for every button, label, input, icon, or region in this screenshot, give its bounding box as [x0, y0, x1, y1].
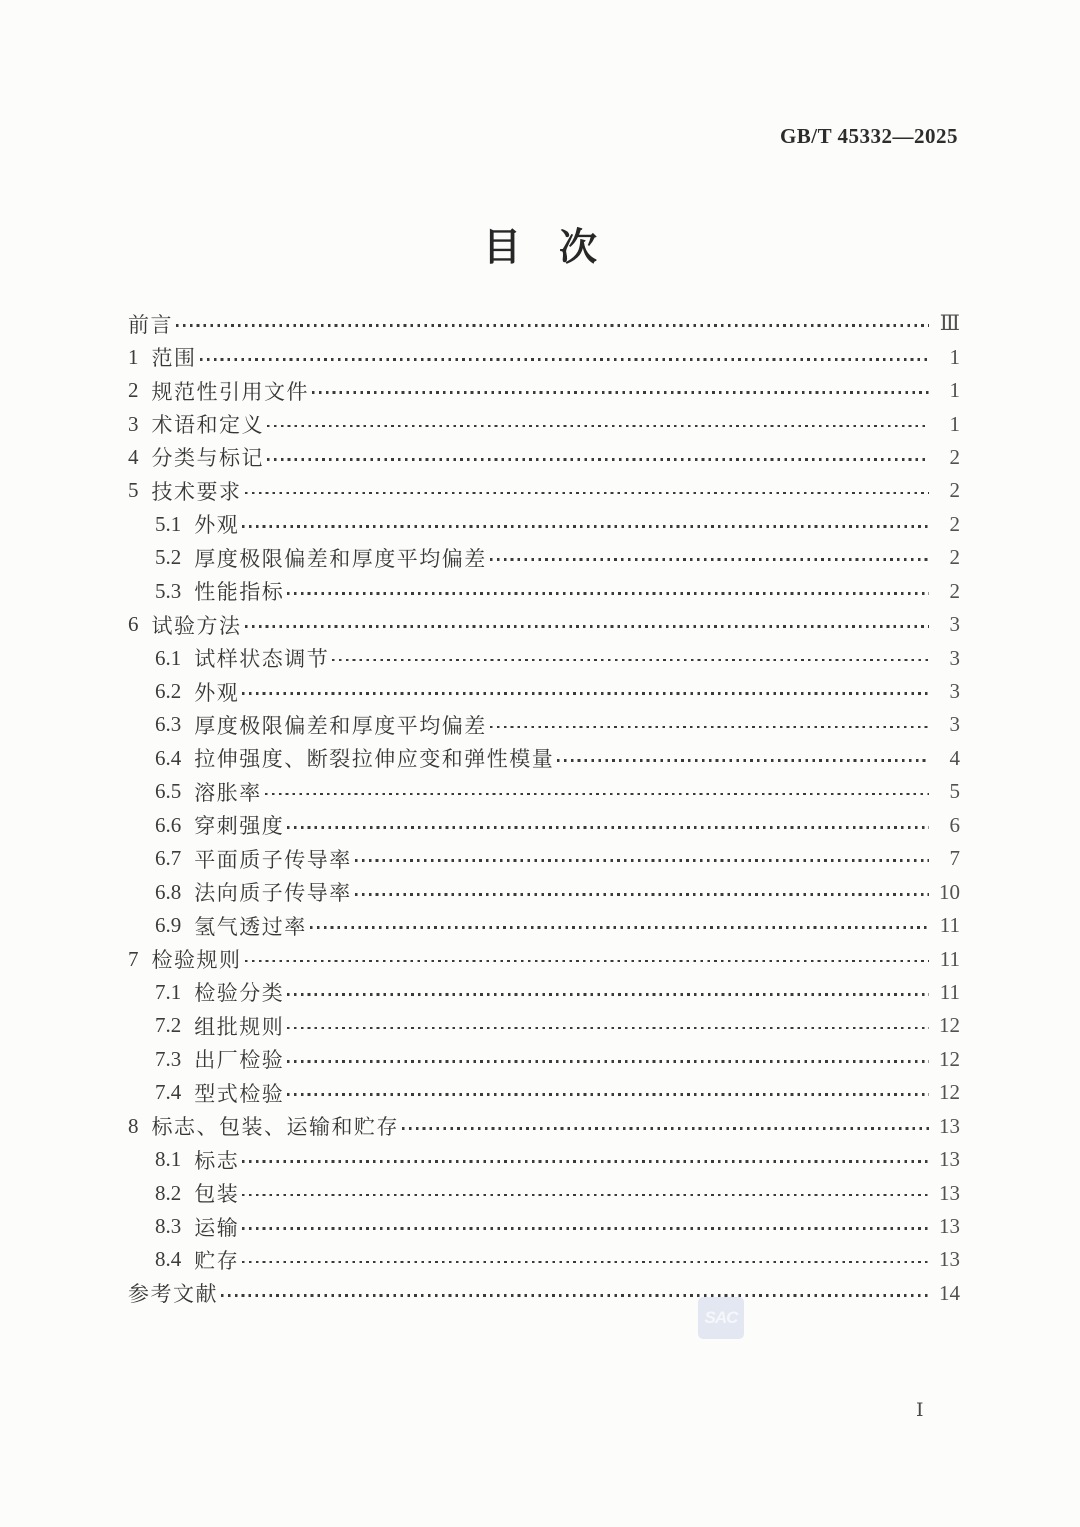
toc-entry [128, 474, 960, 507]
toc-entry-page: 13 [939, 1180, 960, 1205]
toc-entry-page: 2 [949, 578, 960, 603]
toc-entry-page: 11 [939, 979, 960, 1004]
toc-dot-leader [332, 659, 929, 662]
toc-entry [128, 976, 960, 1009]
toc-entry-label: 术语和定义 [151, 413, 264, 438]
toc-entry-number: 6.5 [155, 779, 182, 804]
toc-dot-leader [242, 1194, 929, 1197]
toc-entry-page: 13 [939, 1247, 960, 1272]
toc-entry [128, 742, 960, 775]
toc-entry-label: 出厂检验 [194, 1048, 285, 1073]
toc-dot-leader [490, 726, 929, 729]
toc-entry-label: 外观 [194, 513, 240, 538]
toc-dot-leader [355, 893, 929, 896]
toc-entry [128, 407, 960, 440]
toc-entry-number: 6.6 [155, 812, 182, 837]
toc-entry-number: 8 [128, 1113, 139, 1138]
toc-entry [128, 1176, 960, 1209]
toc-entry-number: 6 [128, 612, 139, 637]
toc-entry-number: 8.4 [155, 1247, 182, 1272]
toc-entry-label: 氢气透过率 [194, 914, 307, 939]
toc-entry-page: 5 [949, 779, 960, 804]
toc-entry-number: 7.3 [155, 1046, 182, 1071]
toc-entry [128, 1243, 960, 1276]
toc-entry-page: 3 [949, 612, 960, 637]
toc-entry-number: 7 [128, 946, 139, 971]
toc-entry-label: 检验分类 [194, 981, 285, 1006]
toc-dot-leader [200, 358, 930, 361]
toc-entry [128, 675, 960, 708]
toc-entry-label: 穿刺强度 [194, 814, 285, 839]
toc-entry-page: 3 [949, 645, 960, 670]
toc-entry-number: 7.4 [155, 1080, 182, 1105]
toc-entry-label: 规范性引用文件 [151, 379, 309, 404]
toc-dot-leader [242, 1261, 929, 1264]
toc-entry-page: 13 [939, 1214, 960, 1239]
toc-dot-leader [287, 1093, 929, 1096]
toc-entry-page: 13 [939, 1147, 960, 1172]
sac-watermark-logo: SAC [698, 1297, 744, 1339]
toc-entry-page: 12 [939, 1080, 960, 1105]
toc-entry-label: 分类与标记 [151, 446, 264, 471]
toc-entry-page: 14 [939, 1280, 960, 1305]
toc-entry-number: 4 [128, 444, 139, 469]
toc-entry-label: 厚度极限偏差和厚度平均偏差 [194, 713, 487, 738]
toc-entry-label: 试样状态调节 [194, 647, 330, 672]
toc-entry [128, 608, 960, 641]
toc-dot-leader [242, 1160, 929, 1163]
toc-dot-leader [355, 859, 929, 862]
toc-dot-leader [287, 1027, 929, 1030]
toc-entry [128, 708, 960, 741]
toc-entry-label: 标志、包装、运输和贮存 [151, 1115, 399, 1140]
toc-entry-page: 12 [939, 1046, 960, 1071]
toc-entry-page: 12 [939, 1013, 960, 1038]
toc-entry [128, 508, 960, 541]
toc-entry [128, 441, 960, 474]
toc-entry [128, 1043, 960, 1076]
footer-page-number: Ⅰ [916, 1400, 924, 1421]
toc-entry-page: 1 [949, 411, 960, 436]
toc-entry-number: 8.2 [155, 1180, 182, 1205]
toc-dot-leader [265, 793, 929, 796]
toc-entry-page: 7 [949, 846, 960, 871]
toc-dot-leader [242, 1227, 929, 1230]
toc-entry [128, 1009, 960, 1042]
toc-entry-label: 标志 [194, 1148, 240, 1173]
toc-entry [128, 641, 960, 674]
toc-dot-leader [557, 759, 929, 762]
toc-entry-number: 5.1 [155, 511, 182, 536]
toc-dot-leader [267, 425, 929, 428]
toc-dot-leader [287, 1060, 929, 1063]
toc-entry [128, 909, 960, 942]
toc-entry-number: 6.9 [155, 913, 182, 938]
toc-dot-leader [490, 558, 929, 561]
toc-dot-leader [221, 1294, 929, 1297]
toc-dot-leader [267, 458, 929, 461]
toc-dot-leader [245, 492, 930, 495]
toc-dot-leader [402, 1127, 929, 1130]
toc-entry [128, 1143, 960, 1176]
toc-entry [128, 809, 960, 842]
toc-entry [128, 374, 960, 407]
toc-entry [128, 541, 960, 574]
toc-entry-label: 前言 [128, 312, 173, 337]
toc-entry-label: 技术要求 [151, 479, 242, 504]
toc-entry-number: 6.8 [155, 879, 182, 904]
standard-number: GB/T 45332—2025 [779, 124, 958, 148]
toc-entry-number: 6.2 [155, 679, 182, 704]
toc-entry-label: 范围 [151, 346, 197, 371]
toc-entry-number: 5 [128, 478, 139, 503]
page-title: 目 次 [482, 227, 597, 269]
toc-entry-number: 6.7 [155, 846, 182, 871]
toc-entry-number: 5.3 [155, 578, 182, 603]
toc-entry-page: Ⅲ [939, 311, 960, 336]
toc-entry-label: 性能指标 [194, 580, 285, 605]
toc-entry-label: 外观 [194, 680, 240, 705]
toc-list [128, 307, 960, 1310]
toc-entry-page: 13 [939, 1113, 960, 1138]
toc-entry-page: 11 [939, 913, 960, 938]
toc-entry-page: 2 [949, 511, 960, 536]
toc-entry-number: 1 [128, 344, 139, 369]
toc-entry-page: 6 [949, 812, 960, 837]
toc-entry [128, 875, 960, 908]
toc-entry-page: 1 [949, 344, 960, 369]
toc-entry-label: 检验规则 [151, 948, 242, 973]
toc-entry-label: 组批规则 [194, 1014, 285, 1039]
toc-entry [128, 1277, 960, 1310]
toc-entry-number: 5.2 [155, 545, 182, 570]
toc-entry-number: 2 [128, 378, 139, 403]
toc-entry-page: 3 [949, 679, 960, 704]
toc-entry [128, 1076, 960, 1109]
toc-dot-leader [176, 324, 929, 327]
toc-entry [128, 942, 960, 975]
toc-entry-label: 溶胀率 [194, 780, 262, 805]
toc-entry [128, 775, 960, 808]
toc-entry-label: 试验方法 [151, 613, 242, 638]
toc-entry [128, 340, 960, 373]
toc-dot-leader [310, 926, 929, 929]
toc-entry-number: 8.3 [155, 1214, 182, 1239]
toc-dot-leader [287, 993, 929, 996]
toc-dot-leader [245, 960, 930, 963]
toc-entry-number: 3 [128, 411, 139, 436]
toc-entry-label: 型式检验 [194, 1081, 285, 1106]
toc-dot-leader [312, 391, 929, 394]
toc-entry-label: 运输 [194, 1215, 240, 1240]
toc-entry-number: 7.2 [155, 1013, 182, 1038]
toc-dot-leader [242, 692, 929, 695]
toc-entry [128, 575, 960, 608]
toc-entry-label: 法向质子传导率 [194, 881, 352, 906]
toc-entry-label: 贮存 [194, 1248, 240, 1273]
toc-entry-label: 厚度极限偏差和厚度平均偏差 [194, 546, 487, 571]
toc-dot-leader [287, 592, 929, 595]
toc-entry-page: 2 [949, 478, 960, 503]
toc-dot-leader [242, 525, 929, 528]
toc-entry-number: 6.1 [155, 645, 182, 670]
toc-dot-leader [287, 826, 929, 829]
toc-entry-page: 2 [949, 545, 960, 570]
toc-entry-page: 10 [939, 879, 960, 904]
toc-entry-number: 7.1 [155, 979, 182, 1004]
toc-entry [128, 1110, 960, 1143]
toc-entry-page: 11 [939, 946, 960, 971]
toc-entry-label: 平面质子传导率 [194, 847, 352, 872]
toc-entry [128, 307, 960, 340]
toc-entry-page: 1 [949, 378, 960, 403]
toc-entry-page: 2 [949, 444, 960, 469]
toc-entry-label: 包装 [194, 1182, 240, 1207]
toc-entry-label: 拉伸强度、断裂拉伸应变和弹性模量 [194, 747, 555, 772]
toc-dot-leader [245, 625, 930, 628]
toc-entry-number: 6.4 [155, 745, 182, 770]
toc-entry-label: 参考文献 [128, 1282, 218, 1307]
toc-entry-page: 4 [949, 745, 960, 770]
toc-entry [128, 1210, 960, 1243]
toc-entry-number: 8.1 [155, 1147, 182, 1172]
toc-entry-number: 6.3 [155, 712, 182, 737]
toc-entry-page: 3 [949, 712, 960, 737]
toc-entry [128, 842, 960, 875]
